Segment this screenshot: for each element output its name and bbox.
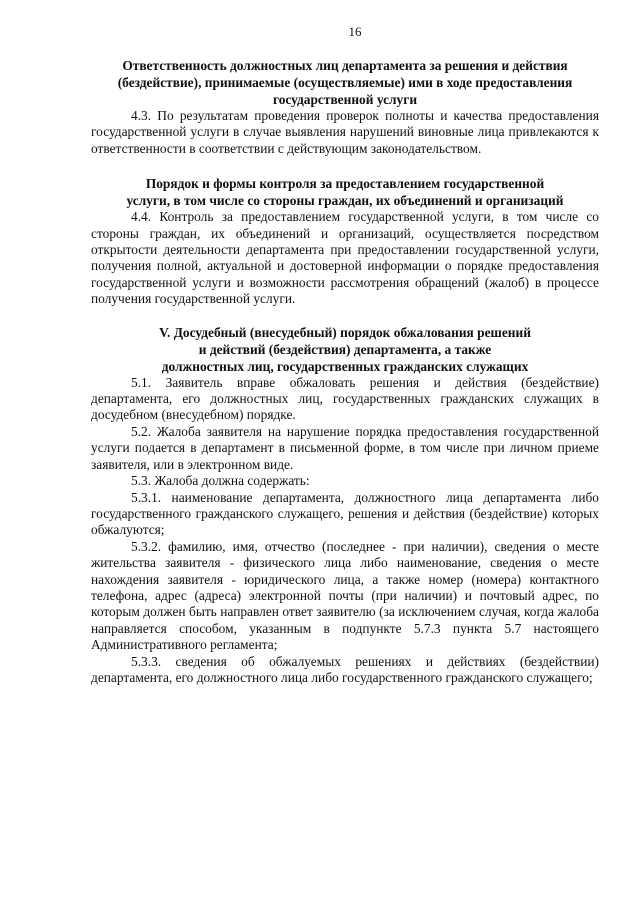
paragraph-5-3: 5.3. Жалоба должна содержать: — [131, 473, 310, 489]
paragraph-4-3: 4.3. По результатам проведения проверок полноты и качества предоставления государственной услуги в случае выявления нарушений виновные лица привлекаются к ответственности в соответствии с действующим законодательством. — [91, 108, 599, 156]
heading-line: Ответственность должностных лиц департамента за решения и действия — [122, 58, 568, 73]
document-page — [91, 24, 599, 686]
heading-line: (бездействие), принимаемые (осуществляемые) ими в ходе предоставления — [117, 75, 573, 90]
heading-line: Порядок и формы контроля за предоставлением государственной — [145, 176, 545, 192]
paragraph-5-3-1: 5.3.1. наименование департамента, должностного лица департамента либо государственного гражданского служащего, решения и действия (бездействие) которых обжалуются; — [91, 489, 599, 538]
heading-line: V. Досудебный (внесудебный) порядок обжалования решений — [159, 324, 531, 340]
paragraph-5-1: 5.1. Заявитель вправе обжаловать решения и действия (бездействие) департамента, его должностных лиц, государственных гражданских служащих в досудебном (внесудебном) порядке. — [91, 374, 599, 423]
heading-section-v — [91, 324, 599, 375]
heading-line: услуги, в том числе со стороны граждан, их объединений и организаций — [126, 193, 564, 209]
paragraph-5-2: 5.2. Жалоба заявителя на нарушение порядка предоставления государственной услуги подается в департамент в письменной форме, в том числе при личном приеме заявителя, или в электронном виде. — [91, 423, 599, 472]
paragraph-4-4: 4.4. Контроль за предоставлением государственной услуги, в том числе со стороны граждан, их объединений и организаций, осуществляется посредством открытости деятельности департамента при предоставлении государственной услуги, получения полной, актуальной и достоверной информации о порядке предоставления государственной услуги и возможности рассмотрения обращений (жалоб) в процессе получения государственной услуги. — [91, 209, 599, 307]
heading-line: должностных лиц, государственных гражданских служащих — [161, 358, 529, 374]
heading-responsibility — [91, 57, 599, 108]
paragraph-5-3-3: 5.3.3. сведения об обжалуемых решениях и действиях (бездействии) департамента, его должностного лица либо государственного гражданского служащего; — [91, 653, 599, 685]
heading-control — [91, 175, 599, 209]
heading-line: и действий (бездействия) департамента, а также — [198, 341, 492, 357]
paragraph-5-3-2: 5.3.2. фамилию, имя, отчество (последнее - при наличии), сведения о месте жительства заявителя - физического лица либо наименование, сведения о месте нахождения заявителя - юридического лица, а также номер (номера) контактного телефона, адрес (адреса) электронной почты (при наличии) и почтовый адрес, по которым должен быть направлен ответ заявителю (за исключением случая, когда жалоба направляется способом, указанным в подпункте 5.7.3 пункта 5.7 настоящего Административного регламента; — [91, 538, 599, 653]
page-number: 16 — [348, 24, 362, 39]
heading-line: государственной услуги — [272, 92, 418, 107]
